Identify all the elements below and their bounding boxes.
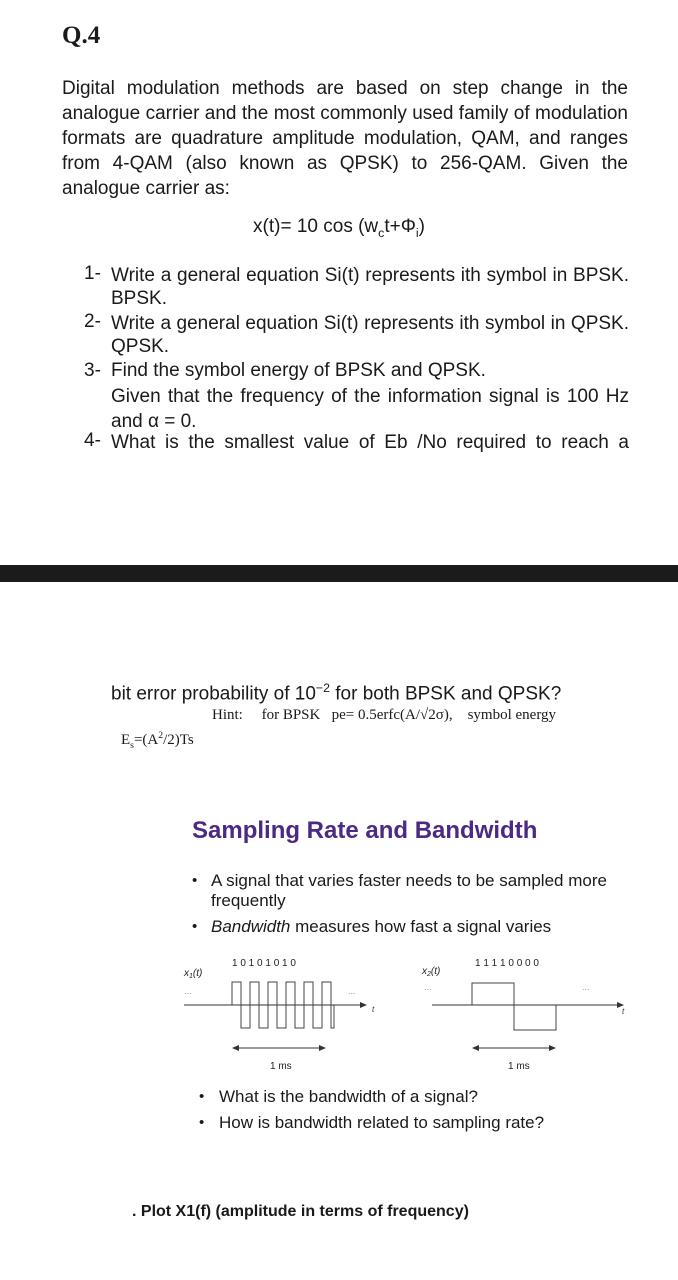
item-text: What is the smallest value of Eb /No required to reach a [111, 432, 629, 453]
bullet-icon: • [199, 1088, 205, 1105]
slide-bullet: How is bandwidth related to sampling rate? [219, 1113, 545, 1132]
item-number: 3- [84, 360, 101, 381]
signal1-duration: 1 ms [270, 1061, 292, 1072]
item-number: 2- [84, 311, 101, 332]
signal2-dots-left: ... [424, 982, 432, 992]
page-separator-bar [0, 565, 678, 582]
slide-bullet: Bandwidth measures how fast a signal varies [211, 917, 552, 936]
signal1-arrow-left [232, 1045, 239, 1051]
signals-figure [170, 950, 630, 1080]
item-text-wrap: BPSK. [111, 288, 167, 309]
signal2-waveform [472, 983, 556, 1030]
question-continuation: bit error probability of $10^{-2}$ for both BPSK and QPSK? [111, 681, 562, 705]
item-text-wrap: QPSK. [111, 336, 170, 357]
signal1-dots-right: ... [348, 986, 356, 996]
signal1-label: $x_1(t)$ [184, 968, 203, 980]
item-number: 1- [84, 263, 101, 284]
bullet-icon: • [199, 1114, 205, 1131]
plot-task: . Plot X1(f) (amplitude in terms of frequency) [132, 1203, 469, 1220]
signal1-axis-arrow [360, 1002, 367, 1008]
signal2-axis-label: t [622, 1007, 625, 1016]
signal2-duration: 1 ms [508, 1061, 530, 1072]
signal1-bits: 1 0 1 0 1 0 1 0 [232, 958, 296, 969]
item-extra: Given that the frequency of the information signal is 100 Hz and α = 0. [111, 386, 629, 432]
question-intro: Digital modulation methods are based on step change in the analogue carrier and the most commonly used family of modulation formats are quadrature amplitude modulation, QAM, and ranges from 4-QAM (also known as QPSK) to 256-QAM. Given the analogue carrier as: [62, 78, 628, 199]
question-number: Q.4 [62, 22, 101, 49]
item-text: Find the symbol energy of BPSK and QPSK. [111, 360, 486, 381]
carrier-equation: x(t)= 10 $\cos (w_ct+\Phi_i)$ [253, 216, 425, 240]
signal2-arrow-left [472, 1045, 479, 1051]
bullet-icon: • [192, 918, 198, 935]
signal2-bits: 1 1 1 1 0 0 0 0 [475, 958, 539, 969]
slide-bullet: What is the bandwidth of a signal? [219, 1087, 478, 1106]
signal2-arrow-right [549, 1045, 556, 1051]
signal1-arrow-right [319, 1045, 326, 1051]
slide-title: Sampling Rate and Bandwidth [192, 817, 538, 844]
hint-text: Hint: for BPSK pe= 0.5erfc(A/√2σ), symbol energy [212, 707, 557, 723]
slide-bullet: A signal that varies faster needs to be sampled more frequently [211, 871, 607, 910]
signal1-axis-label: t [372, 1005, 375, 1014]
item-number: 4- [84, 430, 101, 451]
item-text: Write a general equation Si(t) represents ith symbol in QPSK. [111, 313, 629, 334]
item-text: Write a general equation Si(t) represents ith symbol in BPSK. [111, 265, 629, 286]
signal2-dots-right: ... [582, 982, 590, 992]
signal2-label: $x_2(t)$ [422, 966, 441, 978]
bullet-icon: • [192, 872, 198, 889]
signal1-dots-left: ... [184, 986, 192, 996]
symbol-energy-formula: $E_s=(A^2/2)Ts$ [121, 730, 194, 751]
